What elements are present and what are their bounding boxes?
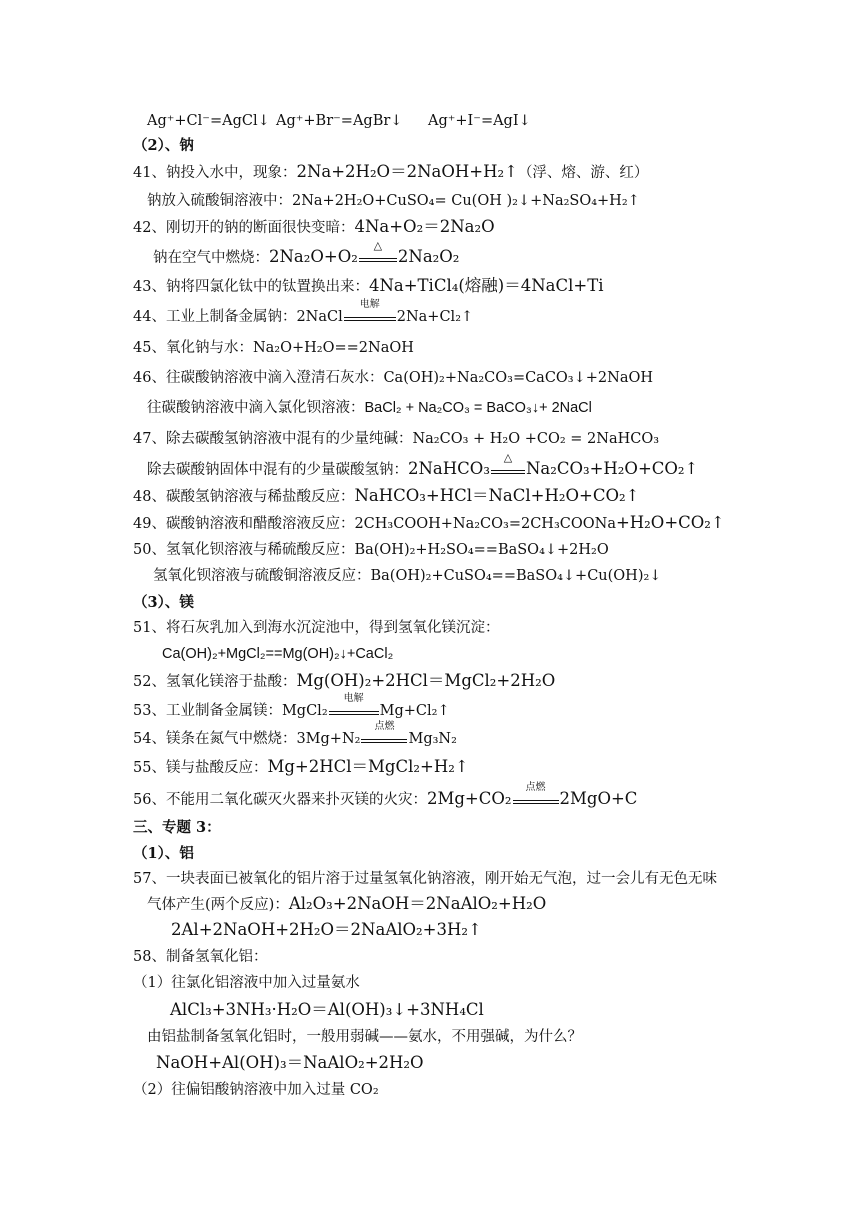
item-48-label: 48、碳酸氢钠溶液与稀盐酸反应：: [133, 489, 355, 505]
item-42-burn: [153, 239, 460, 268]
item-49-equation-tail: +H₂O+CO₂↑: [615, 513, 725, 532]
item-55-equation: Mg+2HCl＝MgCl₂+H₂↑: [267, 757, 469, 776]
item-46-barium: [147, 398, 592, 418]
item-47-solid-products: Na₂CO₃+H₂O+CO₂↑: [525, 459, 699, 478]
item-58-equation-2: NaOH+Al(OH)₃＝NaAlO₂+2H₂O: [156, 1053, 424, 1072]
item-47-solid: [147, 451, 699, 480]
item-55-label: 55、镁与盐酸反应：: [133, 760, 268, 776]
heat-symbol: △: [373, 239, 383, 252]
item-42-burn-product: 2Na₂O₂: [397, 247, 460, 266]
section-magnesium-heading: （3）、镁: [133, 594, 194, 611]
ignite-label: 点燃: [525, 782, 546, 793]
item-50-label: 50、氢氧化钡溶液与稀硫酸反应：: [133, 542, 355, 558]
item-57-line2: [147, 894, 546, 915]
item-47: [133, 429, 659, 449]
silver-chloride-eq: Ag⁺+Cl⁻=AgCl↓: [147, 113, 270, 129]
item-42-equation: 4Na+O₂＝2Na₂O: [354, 217, 495, 236]
item-41-copper-label: 钠放入硫酸铜溶液中：: [147, 193, 292, 209]
topic-3-heading: 三、专题 3：: [133, 819, 221, 836]
item-57-equation-1: Al₂O₃+2NaOH＝2NaAlO₂+H₂O: [288, 894, 547, 913]
item-44-product: 2Na+Cl₂↑: [396, 309, 474, 325]
item-54-product: Mg₃N₂: [408, 731, 457, 747]
item-50-equation: Ba(OH)₂+H₂SO₄==BaSO₄↓+2H₂O: [354, 542, 609, 558]
item-50: [133, 540, 609, 560]
item-42-burn-reactants: 2Na₂O+O₂: [269, 247, 358, 266]
ignite-label: 点燃: [374, 721, 395, 732]
section-sodium-heading: （2）、钠: [133, 137, 194, 154]
item-45: [133, 338, 414, 358]
item-41-note: （浮、熔、游、红）: [517, 165, 649, 181]
section-aluminum-heading: （1）、铝: [133, 845, 194, 862]
item-50-copper-equation: Ba(OH)₂+CuSO₄==BaSO₄↓+Cu(OH)₂↓: [370, 568, 662, 584]
item-57: 57、一块表面已被氧化的铝片溶于过量氢氧化钠溶液，刚开始无气泡，过一会儿有无色无味: [133, 871, 717, 887]
item-42-label: 42、刚切开的钠的断面很快变暗：: [133, 220, 355, 236]
item-53-reactant: MgCl₂: [281, 703, 328, 719]
item-57-equation-2: 2Al+2NaOH+2H₂O＝2NaAlO₂+3H₂↑: [171, 920, 482, 939]
item-45-equation: Na₂O+H₂O==2NaOH: [252, 340, 414, 356]
item-50-copper-label: 氢氧化钡溶液与硫酸铜溶液反应：: [153, 568, 371, 584]
item-45-label: 45、氧化钠与水：: [133, 340, 253, 356]
item-47-solid-reactant: 2NaHCO₃: [408, 459, 490, 478]
item-47-equation: Na₂CO₃ + H₂O +CO₂ = 2NaHCO₃: [412, 431, 660, 447]
item-47-label: 47、除去碳酸氢钠溶液中混有的少量纯碱：: [133, 431, 413, 447]
item-41: [133, 162, 648, 183]
item-58-step-2: （2）往偏铝酸钠溶液中加入过量 CO₂: [133, 1082, 379, 1098]
item-56-product: 2MgO+C: [559, 789, 638, 808]
item-58-equation-1: AlCl₃+3NH₃·H₂O＝Al(OH)₃↓+3NH₄Cl: [170, 1000, 484, 1019]
item-46-barium-equation: BaCl₂ + Na₂CO₃ = BaCO₃↓+ 2NaCl: [364, 400, 592, 416]
item-46-barium-label: 往碳酸钠溶液中滴入氯化钡溶液：: [147, 400, 365, 416]
electrolysis-label: 电解: [343, 693, 364, 704]
electrolysis-condition: [344, 299, 396, 321]
ignite-condition: [513, 782, 559, 804]
item-46: [133, 368, 653, 388]
item-53: [133, 693, 450, 721]
item-42: [133, 217, 495, 238]
item-48: [133, 486, 639, 507]
item-49-equation: 2CH₃COOH+Na₂CO₃=2CH₃COONa: [354, 516, 616, 532]
item-48-equation: NaHCO₃+HCl＝NaCl+H₂O+CO₂↑: [354, 486, 640, 505]
item-58-question: 由铝盐制备氢氧化铝时，一般用弱碱——氨水，不用强碱，为什么？: [147, 1029, 582, 1045]
item-52-label: 52、氢氧化镁溶于盐酸：: [133, 674, 297, 690]
item-41-copper: [147, 191, 640, 211]
heat-symbol: △: [503, 451, 513, 464]
item-53-product: Mg+Cl₂↑: [379, 703, 450, 719]
item-41-copper-equation: 2Na+2H₂O+CuSO₄= Cu(OH )₂↓+Na₂SO₄+H₂↑: [292, 193, 640, 209]
silver-bromide-eq: Ag⁺+Br⁻=AgBr↓: [276, 113, 403, 129]
item-44: [133, 299, 474, 327]
item-50-copper: [153, 566, 661, 586]
item-52-equation: Mg(OH)₂+2HCl＝MgCl₂+2H₂O: [296, 671, 556, 690]
item-51: 51、将石灰乳加入到海水沉淀池中，得到氢氧化镁沉淀：: [133, 620, 500, 636]
item-43-equation: 4Na+TiCl₄(熔融)＝4NaCl+Ti: [368, 276, 604, 295]
item-42-burn-label: 钠在空气中燃烧：: [153, 250, 269, 266]
item-56: [133, 782, 638, 810]
item-51-equation: Ca(OH)₂+MgCl₂==Mg(OH)₂↓+CaCl₂: [162, 646, 394, 662]
item-57-line2-label: 气体产生(两个反应)：: [147, 897, 289, 913]
item-41-equation: 2Na+2H₂O＝2NaOH+H₂↑: [296, 162, 518, 181]
item-46-equation: Ca(OH)₂+Na₂CO₃=CaCO₃↓+2NaOH: [383, 370, 654, 386]
item-49-label: 49、碳酸钠溶液和醋酸溶液反应：: [133, 516, 355, 532]
heat-condition: [491, 451, 525, 474]
heat-condition: [359, 239, 397, 262]
item-58: 58、制备氢氧化铝：: [133, 949, 268, 965]
item-49: [133, 513, 725, 534]
item-44-label: 44、工业上制备金属钠：: [133, 309, 297, 325]
item-53-label: 53、工业制备金属镁：: [133, 703, 282, 719]
item-54-label: 54、镁条在氮气中燃烧：: [133, 731, 297, 747]
item-44-reactant: 2NaCl: [296, 309, 343, 325]
item-52: [133, 671, 555, 692]
item-54-reactant: 3Mg+N₂: [296, 731, 361, 747]
item-43: [133, 276, 604, 297]
item-56-reactant: 2Mg+CO₂: [426, 789, 512, 808]
item-56-label: 56、不能用二氧化碳灭火器来扑灭镁的火灾：: [133, 792, 427, 808]
item-58-step-1: （1）往氯化铝溶液中加入过量氨水: [133, 975, 360, 991]
electrolysis-condition: [329, 693, 379, 715]
item-55: [133, 757, 469, 778]
silver-iodide-eq: Ag⁺+I⁻=AgI↓: [428, 113, 531, 129]
item-47-solid-label: 除去碳酸钠固体中混有的少量碳酸氢钠：: [147, 462, 408, 478]
item-54: [133, 721, 457, 749]
item-46-label: 46、往碳酸钠溶液中滴入澄清石灰水：: [133, 370, 384, 386]
ignite-condition: [361, 721, 407, 743]
item-43-label: 43、钠将四氯化钛中的钛置换出来：: [133, 279, 369, 295]
electrolysis-label: 电解: [359, 299, 380, 310]
item-41-label: 41、钠投入水中，现象：: [133, 165, 297, 181]
